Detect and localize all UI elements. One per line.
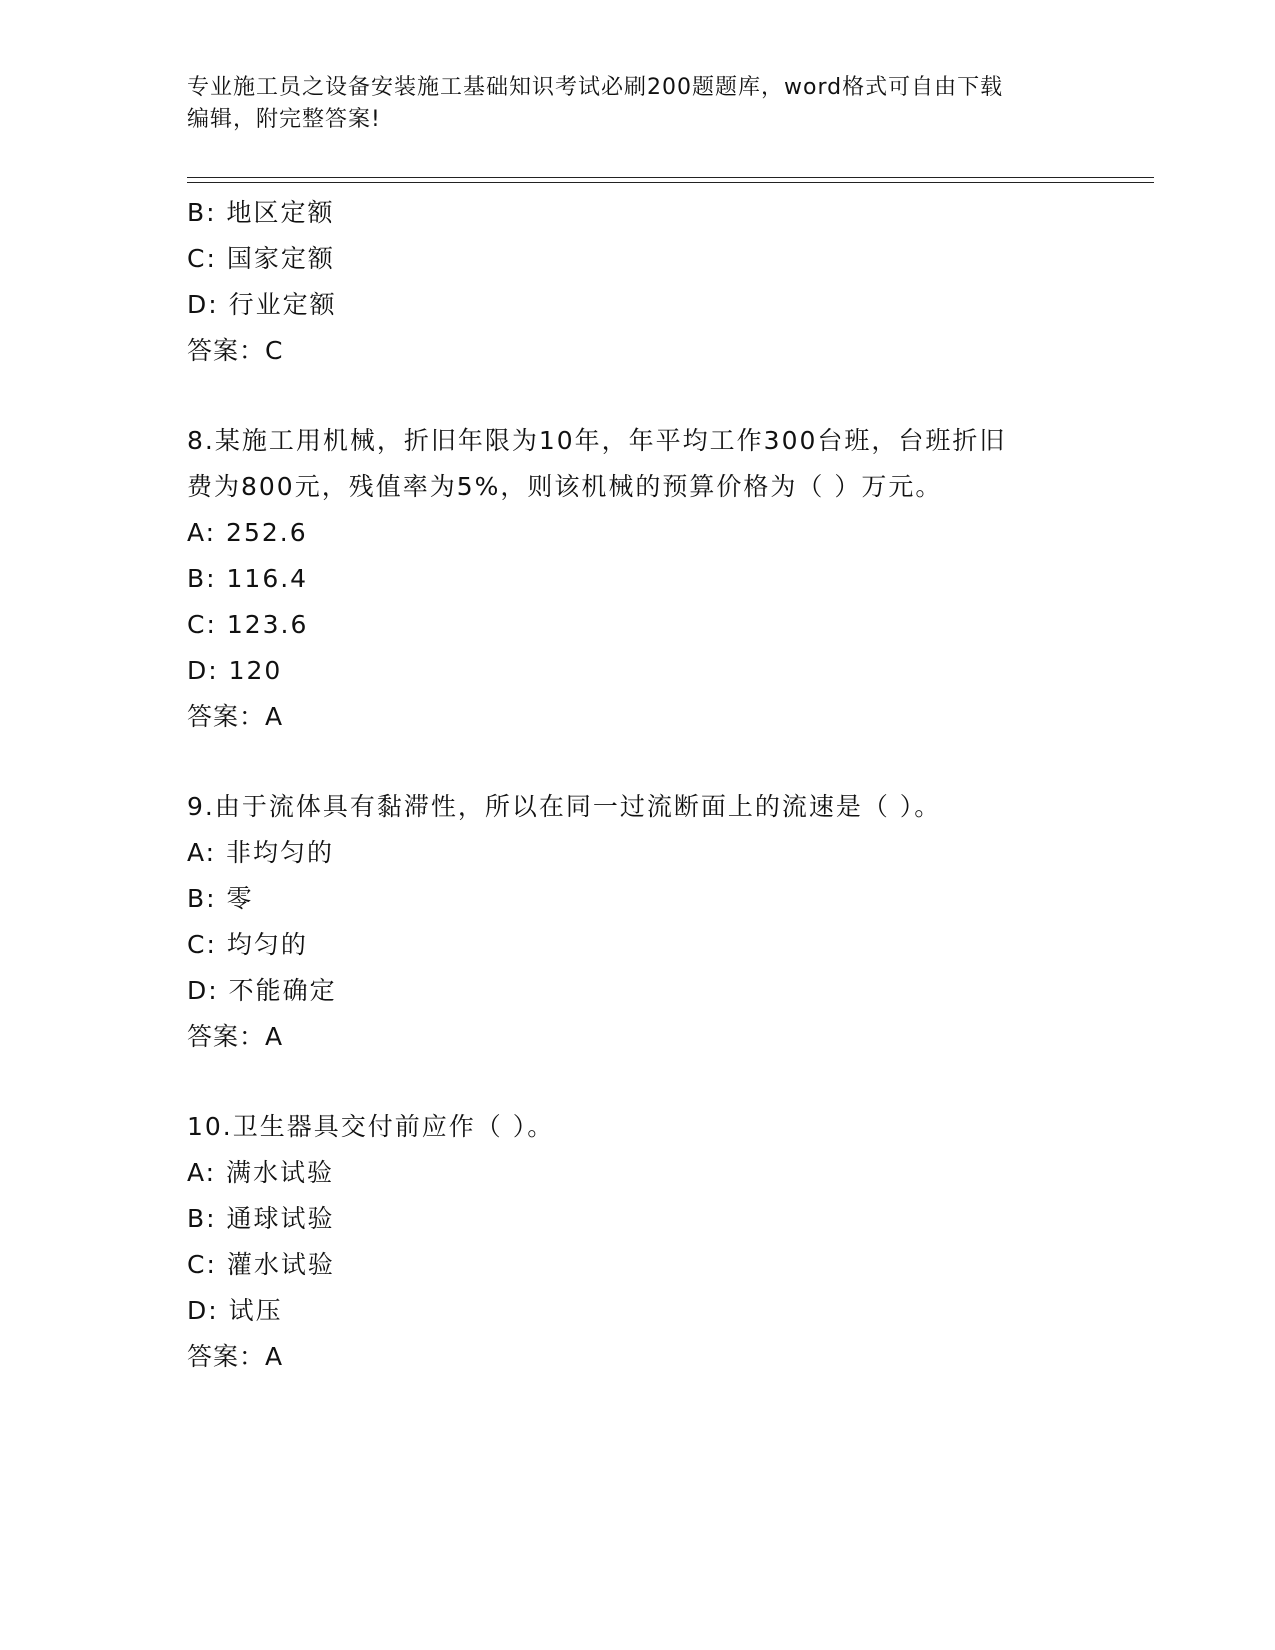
option-d: D: 行业定额 bbox=[187, 290, 337, 319]
header-title-line1: 专业施工员之设备安装施工基础知识考试必刷200题题库，word格式可自由下载 bbox=[187, 75, 1004, 100]
question-block-7 bbox=[187, 190, 1154, 374]
answer-text: 答案：C bbox=[187, 336, 284, 365]
option-a: A: 252.6 bbox=[187, 518, 308, 547]
question-block-9 bbox=[187, 784, 1154, 1060]
option-d: D: 不能确定 bbox=[187, 976, 337, 1005]
answer-text: 答案：A bbox=[187, 1022, 284, 1051]
question-stem-line1: 9.由于流体具有黏滞性，所以在同一过流断面上的流速是（ ）。 bbox=[187, 792, 942, 821]
option-a: A: 非均匀的 bbox=[187, 838, 335, 867]
spacer bbox=[187, 1060, 1154, 1104]
answer-text: 答案：A bbox=[187, 1342, 284, 1371]
spacer bbox=[187, 374, 1154, 418]
answer-text: 答案：A bbox=[187, 702, 284, 731]
spacer bbox=[187, 740, 1154, 784]
option-b: B: 地区定额 bbox=[187, 198, 335, 227]
option-b: B: 零 bbox=[187, 884, 254, 913]
option-b: B: 116.4 bbox=[187, 564, 309, 593]
header-divider bbox=[187, 177, 1154, 183]
option-a: A: 满水试验 bbox=[187, 1158, 335, 1187]
question-block-10 bbox=[187, 1104, 1154, 1380]
question-stem-line2: 费为800元，残值率为5%，则该机械的预算价格为（ ）万元。 bbox=[187, 472, 943, 501]
option-c: C: 灌水试验 bbox=[187, 1250, 335, 1279]
option-c: C: 国家定额 bbox=[187, 244, 335, 273]
document-header bbox=[187, 72, 1087, 136]
option-c: C: 123.6 bbox=[187, 610, 309, 639]
option-b: B: 通球试验 bbox=[187, 1204, 335, 1233]
option-c: C: 均匀的 bbox=[187, 930, 308, 959]
header-title-line2: 编辑，附完整答案! bbox=[187, 107, 381, 132]
question-stem-line1: 8.某施工用机械，折旧年限为10年，年平均工作300台班，台班折旧 bbox=[187, 426, 1007, 455]
question-list bbox=[187, 190, 1154, 1380]
question-block-8 bbox=[187, 418, 1154, 740]
option-d: D: 试压 bbox=[187, 1296, 283, 1325]
option-d: D: 120 bbox=[187, 656, 283, 685]
question-stem-line1: 10.卫生器具交付前应作（ ）。 bbox=[187, 1112, 555, 1141]
